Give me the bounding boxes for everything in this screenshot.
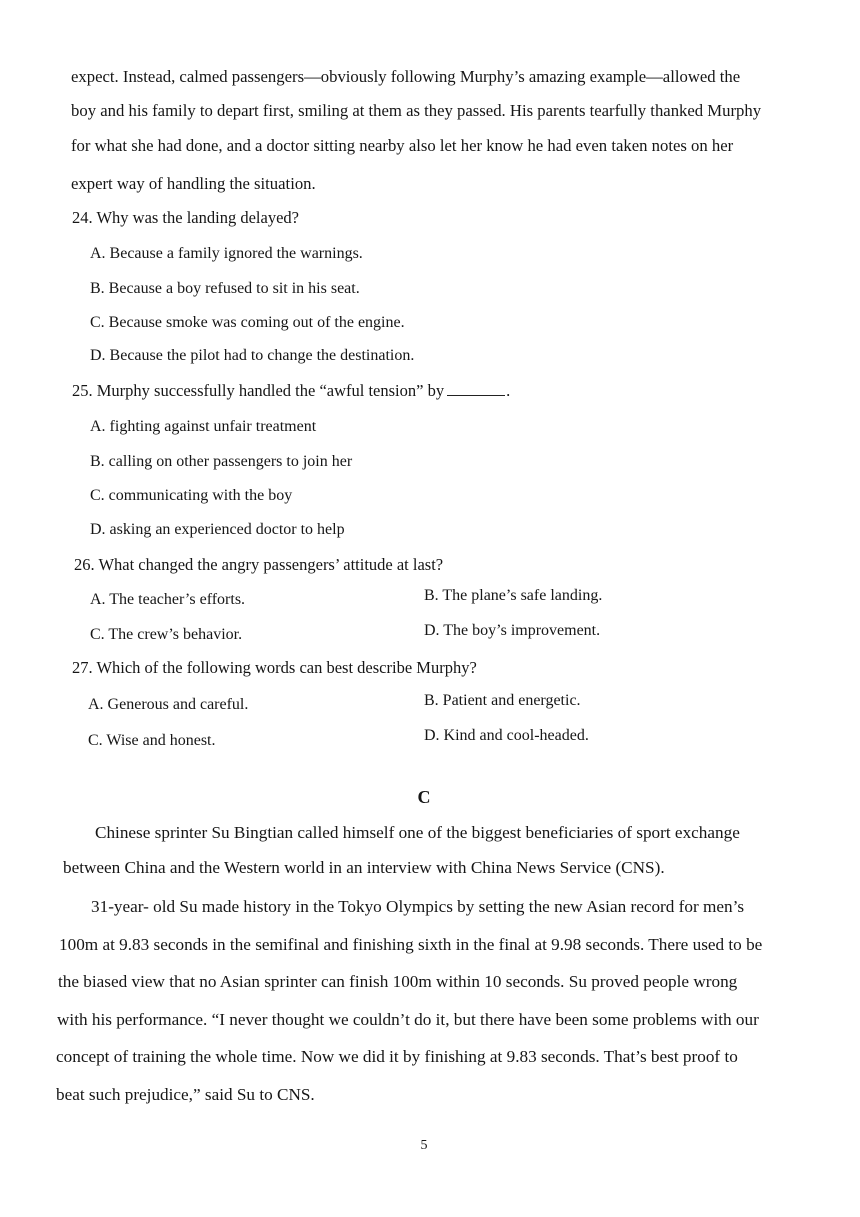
- question-stem: 24. Why was the landing delayed?: [72, 208, 299, 227]
- question-stem: [72, 381, 510, 401]
- paragraph-line: 100m at 9.83 seconds in the semifinal and finishing sixth in the final at 9.98 seconds. There used to be: [59, 935, 763, 954]
- option-c: C. Because smoke was coming out of the engine.: [90, 314, 405, 331]
- option-c: C. communicating with the boy: [90, 487, 293, 504]
- option-a: A. Generous and careful.: [88, 696, 249, 713]
- option-a: A. fighting against unfair treatment: [90, 418, 317, 435]
- answer-blank: [447, 381, 505, 396]
- paragraph-line: Chinese sprinter Su Bingtian called himself one of the biggest beneficiaries of sport exchange: [95, 823, 740, 842]
- option-a: A. Because a family ignored the warnings.: [90, 245, 363, 262]
- option-c: C. The crew’s behavior.: [90, 626, 243, 643]
- option-b: B. The plane’s safe landing.: [424, 587, 603, 604]
- paragraph-line: beat such prejudice,” said Su to CNS.: [56, 1085, 315, 1104]
- passage-line: expect. Instead, calmed passengers—obviously following Murphy’s amazing example—allowed the: [71, 67, 741, 86]
- passage-line: for what she had done, and a doctor sitting nearby also let her know he had even taken notes on her: [71, 136, 734, 155]
- option-d: D. Because the pilot had to change the destination.: [90, 347, 415, 364]
- paragraph-line: with his performance. “I never thought we couldn’t do it, but there have been some problems with our: [57, 1010, 759, 1029]
- passage-line: expert way of handling the situation.: [71, 174, 316, 193]
- passage-line: boy and his family to depart first, smiling at them as they passed. His parents tearfully thanked Murphy: [71, 101, 762, 120]
- option-d: D. asking an experienced doctor to help: [90, 521, 345, 538]
- paragraph-line: 31-year- old Su made history in the Tokyo Olympics by setting the new Asian record for men’s: [91, 897, 745, 916]
- option-b: B. calling on other passengers to join her: [90, 453, 353, 470]
- option-c: C. Wise and honest.: [88, 732, 216, 749]
- section-heading: C: [417, 787, 431, 807]
- paragraph-line: the biased view that no Asian sprinter can finish 100m within 10 seconds. Su proved people wrong: [58, 972, 738, 991]
- option-a: A. The teacher’s efforts.: [90, 591, 246, 608]
- option-d: D. Kind and cool-headed.: [424, 727, 589, 744]
- option-b: B. Patient and energetic.: [424, 692, 581, 709]
- paragraph-line: between China and the Western world in an interview with China News Service (CNS).: [63, 858, 665, 877]
- option-d: D. The boy’s improvement.: [424, 622, 601, 639]
- question-stem-text: 25. Murphy successfully handled the “awful tension” by: [72, 381, 445, 400]
- question-stem: 27. Which of the following words can best describe Murphy?: [72, 658, 477, 677]
- question-stem: 26. What changed the angry passengers’ attitude at last?: [74, 555, 444, 574]
- paragraph-line: concept of training the whole time. Now we did it by finishing at 9.83 seconds. That’s best proof to: [56, 1047, 738, 1066]
- question-stem-end: .: [506, 381, 511, 400]
- page-number: 5: [420, 1138, 428, 1153]
- option-b: B. Because a boy refused to sit in his seat.: [90, 280, 360, 297]
